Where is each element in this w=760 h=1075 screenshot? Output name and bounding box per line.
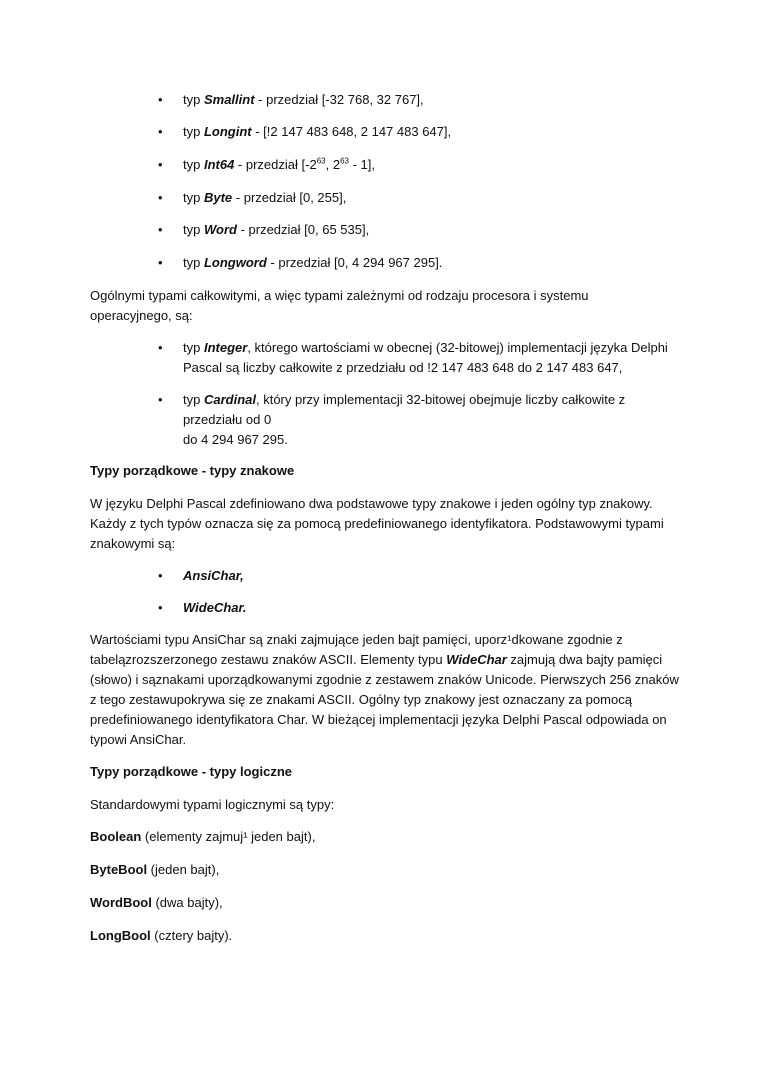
bool-longbool: LongBool (cztery bajty). [90, 928, 233, 943]
bullet: • [158, 568, 163, 583]
bullet: • [158, 340, 163, 355]
list-item-word: typ Word - przedział [0, 65 535], [183, 222, 370, 237]
list-item-smallint: typ Smallint - przedział [-32 768, 32 767], [183, 92, 424, 107]
list-item-longword: typ Longword - przedział [0, 4 294 967 295]. [183, 255, 443, 270]
list-item-cardinal: typ Cardinal, który przy implementacji 32-bitowej obejmuje liczby całkowite z przedziału od 0 do 4 294 967 295. [183, 392, 626, 447]
section-heading-char-types: Typy porządkowe - typy znakowe [90, 463, 295, 478]
bool-wordbool: WordBool (dwa bajty), [90, 895, 223, 910]
list-item-int64: typ Int64 - przedział [$-2^{63}$, $2^{63} - 1$], [183, 156, 375, 172]
paragraph-char-types-intro: W języku Delphi Pascal zdefiniowano dwa podstawowe typy znakowe i jeden ogólny typ znakowy. Każdy z tych typów oznacza się za pomocą predefiniowanego identyfikatora. Podstawowymi typami znakowymi są: [90, 496, 664, 551]
bool-bytebool: ByteBool (jeden bajt), [90, 862, 220, 877]
bullet: • [158, 124, 163, 139]
paragraph-char-details: Wartościami typu AnsiChar są znaki zajmujące jeden bajt pamięci, uporz¹dkowane zgodnie z tabelązrozszerzonego zestawu znaków ASCII. Elementy typu WideChar zajmują dwa bajty pamięci (słowo) i sąznakami uporządkowanymi zgodnie z zestawem znaków Unicode. Pierwszych 256 znaków z tego zestawupokrywa się ze znakami ASCII. Ogólny typ znakowy jest oznaczany za pomocą predefiniowanego identyfikatora Char. W bieżącej implementacji języka Delphi Pascal odpowiada on typowi AnsiChar. [90, 632, 679, 747]
bullet: • [158, 600, 163, 615]
bullet: • [158, 190, 163, 205]
paragraph-logical-intro: Standardowymi typami logicznymi są typy: [90, 797, 335, 812]
section-heading-logical-types: Typy porządkowe - typy logiczne [90, 764, 293, 779]
bullet: • [158, 157, 163, 172]
bool-boolean: Boolean (elementy zajmuj¹ jeden bajt), [90, 829, 316, 844]
list-item-longint: typ Longint - [!2 147 483 648, 2 147 483 647], [183, 124, 452, 139]
bullet: • [158, 255, 163, 270]
list-item-widechar: WideChar. [183, 600, 247, 615]
paragraph-general-types: Ogólnymi typami całkowitymi, a więc typami zależnymi od rodzaju procesora i systemu operacyjnego, są: [90, 288, 589, 323]
bullet: • [158, 92, 163, 107]
bullet: • [158, 222, 163, 237]
list-item-ansichar: AnsiChar, [183, 568, 244, 583]
bullet: • [158, 392, 163, 407]
list-item-integer: typ Integer, którego wartościami w obecnej (32-bitowej) implementacji języka Delphi Pascal są liczby całkowite z przedziału od !2 147 483 648 do 2 147 483 647, [183, 340, 668, 375]
list-item-byte: typ Byte - przedział [0, 255], [183, 190, 347, 205]
